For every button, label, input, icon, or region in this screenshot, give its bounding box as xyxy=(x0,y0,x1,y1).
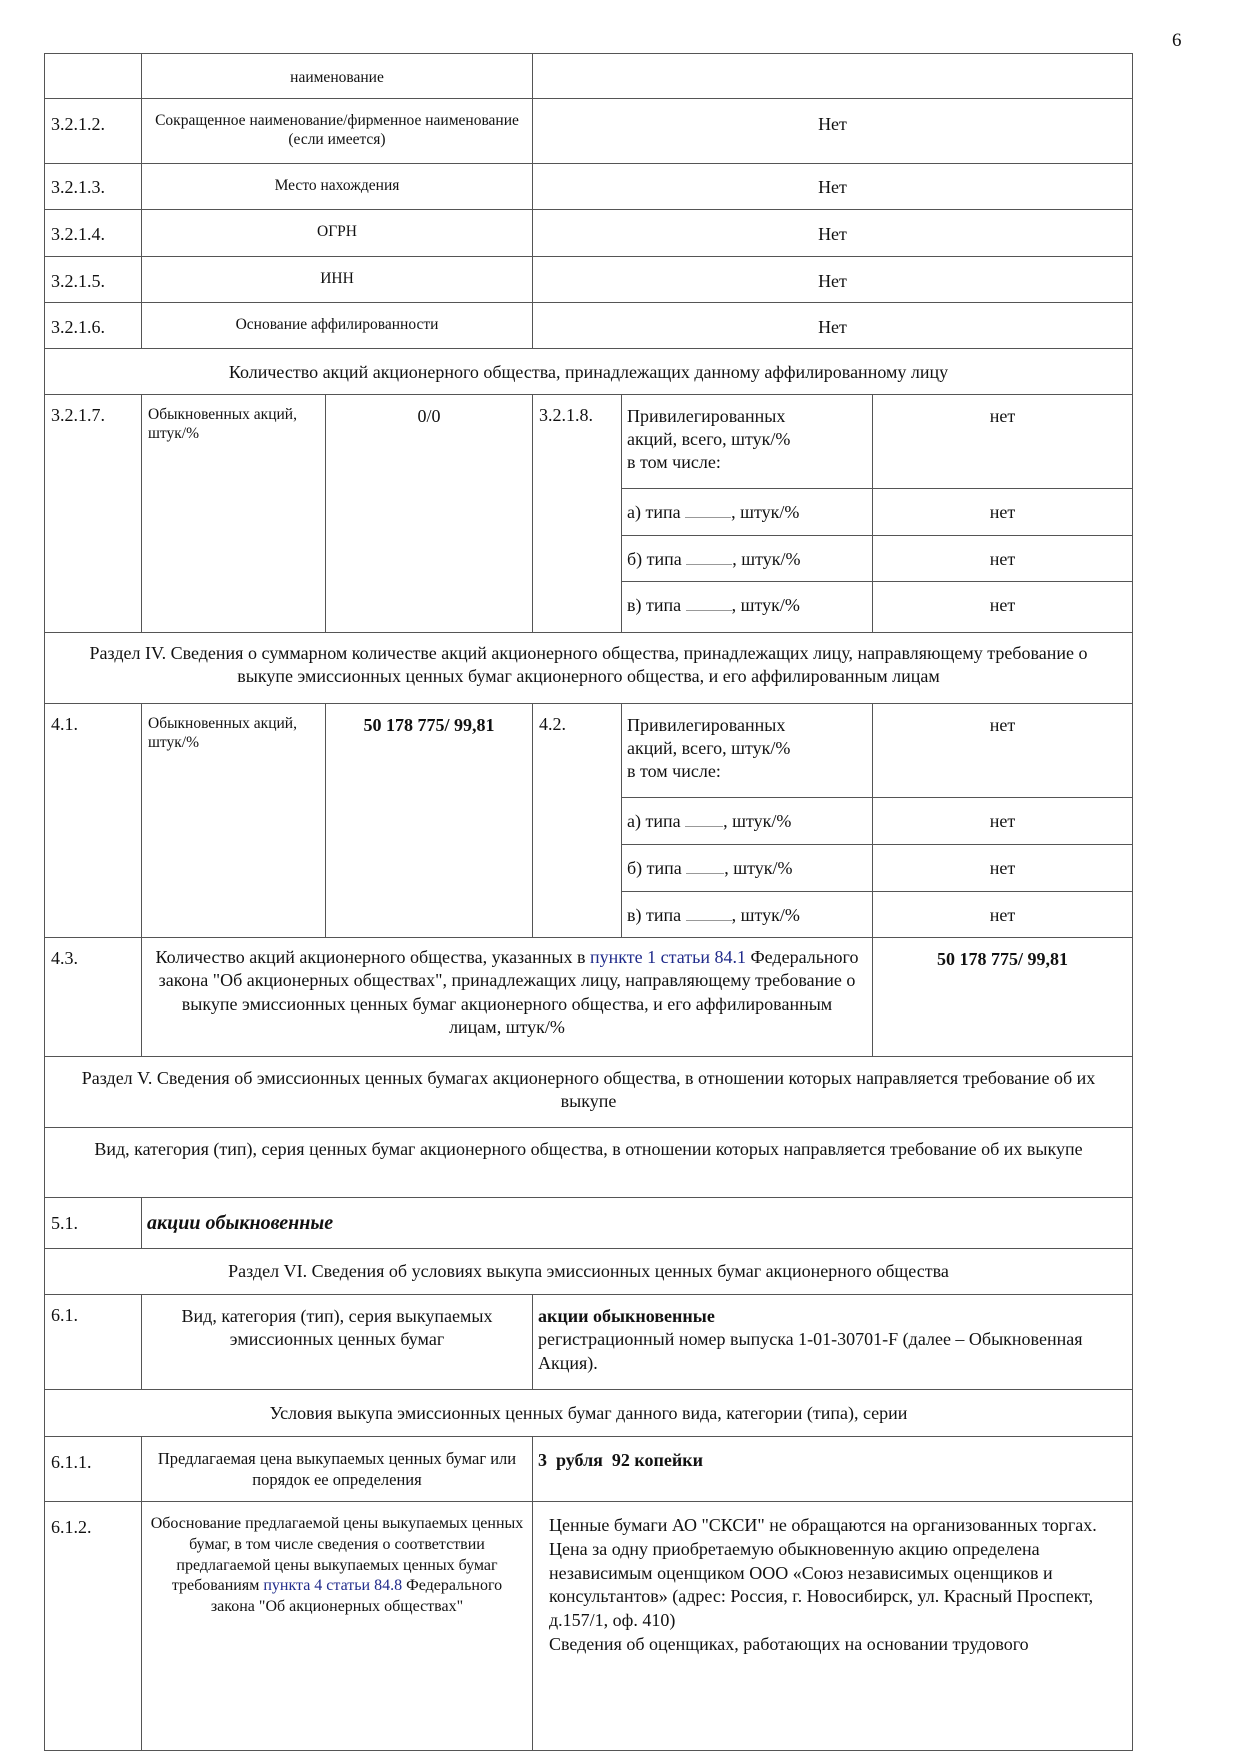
row-value: Нет xyxy=(532,256,1133,303)
aggregate-label: Количество акций акционерного общества, указанных в пункте 1 статьи 84.1 Федерального закона "Об акционерных обществах", принадлежащих лицу, направляющему требование о выкупе эмиссионных ценных бумаг акционерного общества, и его аффилированным лицам, штук/% xyxy=(141,937,873,1057)
law-link-84-8[interactable]: пункта 4 статьи 84.8 xyxy=(263,1577,403,1595)
total-preferred-type-a-label: а) типа , штук/% xyxy=(621,797,873,845)
section-4-header: Раздел IV. Сведения о суммарном количестве акций акционерного общества, принадлежащих лицу, направляющему требование о выкупе эмиссионных ценных бумаг акционерного общества, и его аффилированным лицам xyxy=(44,632,1133,704)
preferred-type-a-label: а) типа , штук/% xyxy=(621,488,873,536)
blank-field xyxy=(686,919,732,921)
row-label: наименование xyxy=(141,53,533,99)
ordinary-shares-number: 3.2.1.7. xyxy=(44,394,142,633)
redeemed-type-value: акции обыкновенные регистрационный номер выпуска 1-01-30701-F (далее – Обыкновенная Акция). xyxy=(532,1294,1133,1390)
justification-label: Обоснование предлагаемой цены выкупаемых ценных бумаг, в том числе сведения о соответствии предлагаемой цены выкупаемых ценных бумаг требованиям пункта 4 статьи 84.8 Федерального закона "Об акционерных обществах" xyxy=(141,1501,533,1751)
justification-value xyxy=(532,1501,1133,1751)
row-label: Основание аффилированности xyxy=(141,302,533,349)
row-label: ОГРН xyxy=(141,209,533,257)
redeemed-type-number: 6.1. xyxy=(44,1294,142,1390)
row-number: 3.2.1.5. xyxy=(44,256,142,303)
aggregate-value: 50 178 775/ 99,81 xyxy=(872,937,1133,1057)
section-6-header: Раздел VI. Сведения об условиях выкупа эмиссионных ценных бумаг акционерного общества xyxy=(44,1248,1133,1295)
row-value: Нет xyxy=(532,163,1133,210)
row-value: Нет xyxy=(532,302,1133,349)
conditions-header: Условия выкупа эмиссионных ценных бумаг данного вида, категории (типа), серии xyxy=(44,1389,1133,1437)
law-link-84-1[interactable]: пункте 1 статьи 84.1 xyxy=(590,947,746,967)
total-preferred-type-b-label: б) типа , штук/% xyxy=(621,844,873,892)
total-preferred-type-c-label: в) типа , штук/% xyxy=(621,891,873,938)
preferred-type-b-label: б) типа , штук/% xyxy=(621,535,873,582)
price-value: 3 рубля 92 копейки xyxy=(532,1436,1133,1502)
preferred-type-a-value: нет xyxy=(872,488,1133,536)
blank-field xyxy=(686,563,732,565)
total-preferred-number: 4.2. xyxy=(532,703,622,938)
total-preferred-label: Привилегированных акций, всего, штук/% в том числе: xyxy=(621,703,873,798)
aggregate-number: 4.3. xyxy=(44,937,142,1057)
total-preferred-value: нет xyxy=(872,703,1133,798)
shares-header: Количество акций акционерного общества, принадлежащих данному аффилированному лицу xyxy=(44,348,1133,395)
blank-field xyxy=(685,825,723,827)
justification-number: 6.1.2. xyxy=(44,1501,142,1751)
row-number: 3.2.1.3. xyxy=(44,163,142,210)
blank-field xyxy=(686,872,724,874)
page-number: 6 xyxy=(1172,30,1182,51)
row-label: Сокращенное наименование/фирменное наименование (если имеется) xyxy=(141,98,533,164)
row-number: 3.2.1.6. xyxy=(44,302,142,349)
section-5-header: Раздел V. Сведения об эмиссионных ценных бумагах акционерного общества, в отношении которых направляется требование об их выкупе xyxy=(44,1056,1133,1128)
total-ordinary-value: 50 178 775/ 99,81 xyxy=(325,703,533,938)
justification-paragraph: Цена за одну приобретаемую обыкновенную акцию определена независимым оценщиком ООО «Союз независимых оценщиков и консультантов» (адрес: Россия, г. Новосибирск, ул. Красный Проспект, д.157/1, оф. 410) xyxy=(549,1538,1094,1630)
preferred-shares-label: Привилегированных акций, всего, штук/% в том числе: xyxy=(621,394,873,489)
row-number xyxy=(44,53,142,99)
row-value: Нет xyxy=(532,98,1133,164)
row-number: 3.2.1.2. xyxy=(44,98,142,164)
row-number: 3.2.1.4. xyxy=(44,209,142,257)
ordinary-shares-value: 0/0 xyxy=(325,394,533,633)
preferred-type-c-value: нет xyxy=(872,581,1133,633)
preferred-type-b-value: нет xyxy=(872,535,1133,582)
preferred-type-c-label: в) типа , штук/% xyxy=(621,581,873,633)
redeemed-type-label: Вид, категория (тип), серия выкупаемых эмиссионных ценных бумаг xyxy=(141,1294,533,1390)
justification-paragraph: Сведения об оценщиках, работающих на основании трудового xyxy=(549,1633,1029,1654)
preferred-shares-value: нет xyxy=(872,394,1133,489)
total-ordinary-number: 4.1. xyxy=(44,703,142,938)
total-preferred-type-a-value: нет xyxy=(872,797,1133,845)
row-label: Место нахождения xyxy=(141,163,533,210)
row-value xyxy=(532,53,1133,99)
ordinary-shares-label: Обыкновенных акций, штук/% xyxy=(141,394,326,633)
total-preferred-type-c-value: нет xyxy=(872,891,1133,938)
total-ordinary-label: Обыкновенных акций, штук/% xyxy=(141,703,326,938)
blank-field xyxy=(685,516,731,518)
blank-field xyxy=(686,609,732,611)
row-value: Нет xyxy=(532,209,1133,257)
securities-item-number: 5.1. xyxy=(44,1197,142,1249)
price-number: 6.1.1. xyxy=(44,1436,142,1502)
total-preferred-type-b-value: нет xyxy=(872,844,1133,892)
section-5-subheader: Вид, категория (тип), серия ценных бумаг акционерного общества, в отношении которых направляется требование об их выкупе xyxy=(44,1127,1133,1198)
securities-item-value: акции обыкновенные xyxy=(141,1197,1133,1249)
row-label: ИНН xyxy=(141,256,533,303)
justification-paragraph: Ценные бумаги АО "СКСИ" не обращаются на организованных торгах. xyxy=(549,1515,1097,1535)
preferred-shares-number: 3.2.1.8. xyxy=(532,394,622,633)
price-label: Предлагаемая цена выкупаемых ценных бумаг или порядок ее определения xyxy=(141,1436,533,1502)
